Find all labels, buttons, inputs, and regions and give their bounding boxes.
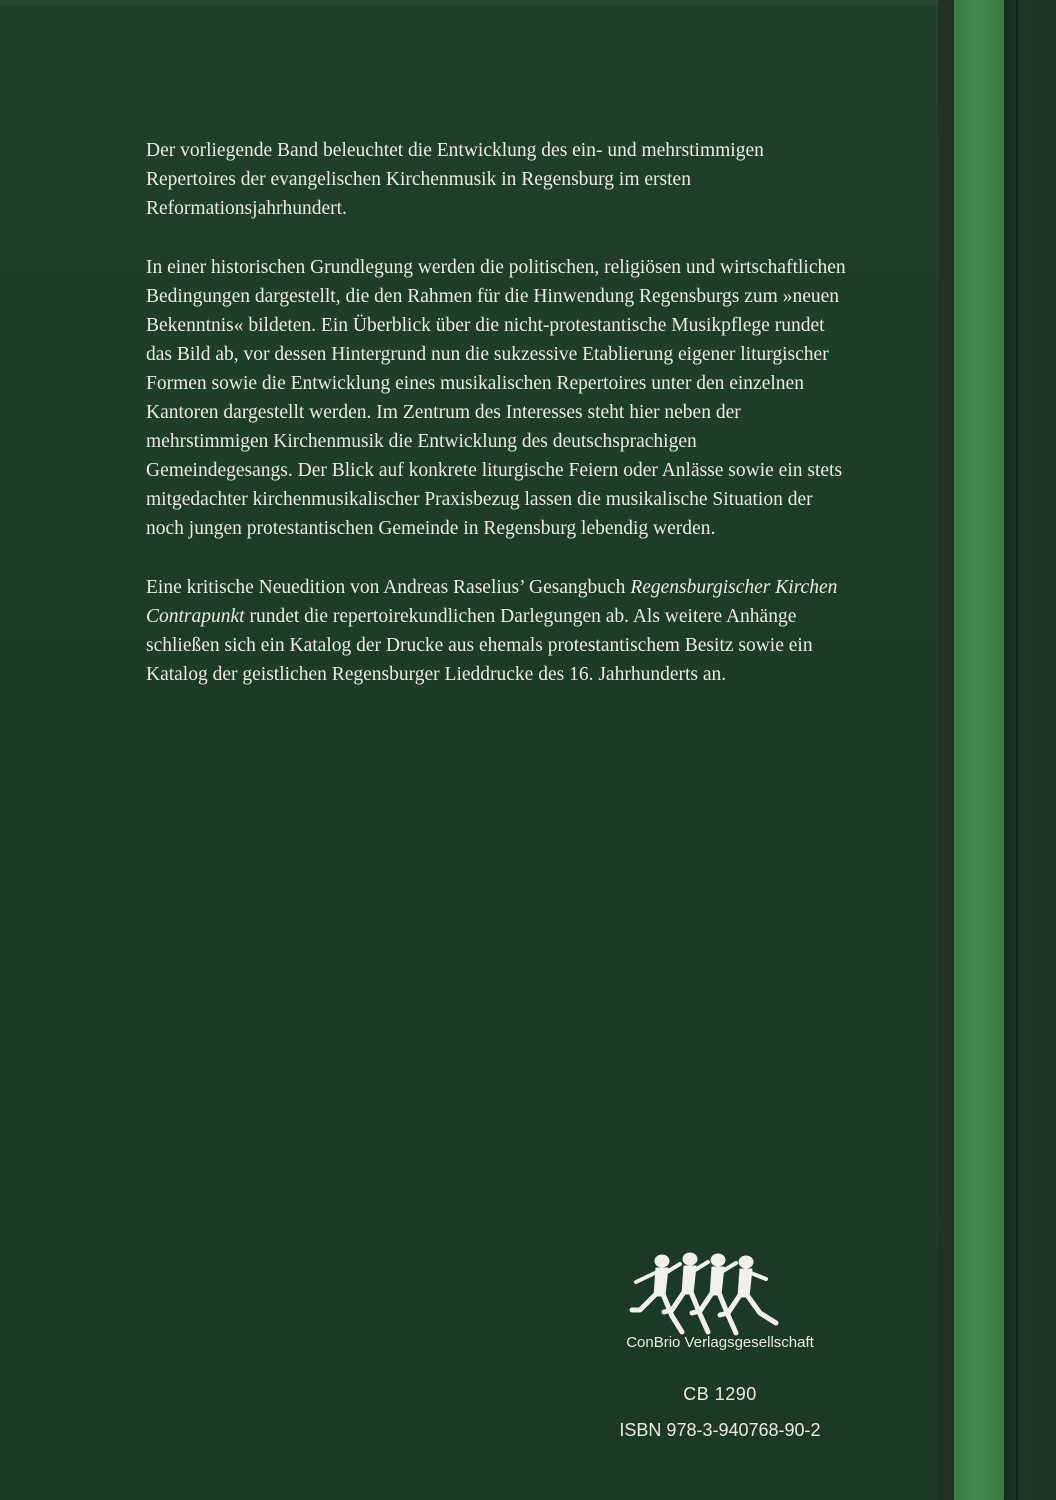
book-title-reference: Regensburgischer Kirchen Contrapunkt	[146, 577, 838, 627]
isbn-number: ISBN 978-3-940768-90-2	[619, 1420, 821, 1440]
catalog-number: CB 1290	[683, 1384, 757, 1404]
running-figures-logo-icon	[620, 1248, 800, 1338]
spine-green-band	[954, 0, 1004, 1500]
spine-groove	[1016, 0, 1018, 1500]
blurb-paragraph-3	[146, 573, 846, 689]
spine-edge	[1004, 0, 1056, 1500]
cover-top-edge	[0, 0, 1056, 6]
spine-shadow	[938, 0, 954, 1500]
blurb-paragraph-2: In einer historischen Grundlegung werden die politischen, religiösen und wirtschaftlichen Bedingungen dargestellt, die den Rahmen für die Hinwendung Regensburgs zum »neuen Bekenntnis« bildeten. Ein Überblick über die nicht-protestantische Musikpflege rundet das Bild ab, vor dessen Hintergrund nun die sukzessive Etablierung eigener liturgischer Formen sowie die Entwicklung eines musikalischen Repertoires unter den einzelnen Kantoren dargestellt werden. Im Zentrum des Interesses steht hier neben der mehrstimmigen Kirchenmusik die Entwicklung des deutschsprachigen Gemeindegesangs. Der Blick auf konkrete liturgische Feiern oder Anlässe sowie ein stets mitgedachter kirchenmusikalischer Praxisbezug lassen die musikalische Situation der noch jungen protestantischen Gemeinde in Regensburg lebendig werden.	[146, 257, 846, 539]
blurb-paragraph-1: Der vorliegende Band beleuchtet die Entwicklung des ein- und mehrstimmigen Repertoires der evangelischen Kirchenmusik in Regensburg im ersten Reformationsjahrhundert.	[146, 140, 764, 219]
blurb-p3-rest: rundet die repertoirekundlichen Darlegungen ab. Als weitere Anhänge schließen sich ein Katalog der Drucke aus ehemals protestantischem Besitz sowie ein Katalog der geistlichen Regensburger Lieddrucke des 16. Jahrhunderts an.	[146, 606, 813, 685]
blurb-text	[146, 136, 846, 719]
blurb-p3-intro: Eine kritische Neuedition von Andreas Raselius’ Gesangbuch	[146, 577, 631, 598]
publisher-name: ConBrio Verlagsgesellschaft	[626, 1334, 814, 1351]
